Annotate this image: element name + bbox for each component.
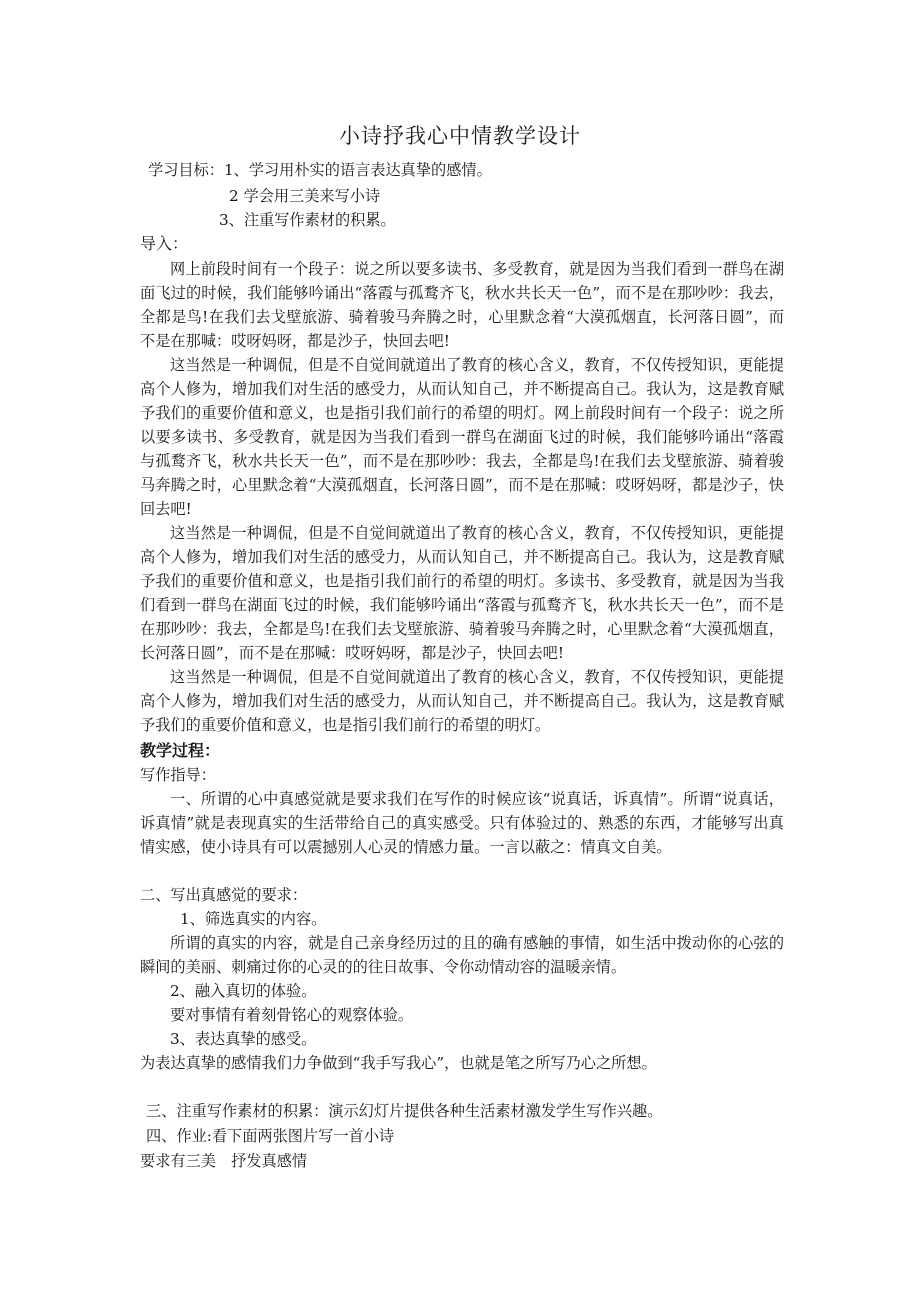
document-title: 小诗抒我心中情教学设计: [339, 124, 581, 148]
process-paragraph-1: 一、所谓的心中真感觉就是要求我们在写作的时候应该“说真话，诉真情”。所谓“说真话，诉真情”就是表现真实的生活带给自己的真实感受。只有体验过的、熟悉的东西，才能够写出真情实感，使小诗具有可以震撼别人心灵的情感力量。一言以蔽之：情真文自美。: [140, 790, 784, 856]
requirement-3-text: 为表达真挚的感情我们力争做到“我手写我心”，也就是笔之所写乃心之所想。: [140, 1054, 657, 1072]
goals-line-3: 3、注重写作素材的积累。: [219, 211, 396, 229]
process-heading: 教学过程：: [140, 741, 221, 760]
goals-line-1: 学习目标：1、学习用朴实的语言表达真挚的感情。: [148, 161, 492, 179]
requirement-2-text: 要对事情有着刻骨铭心的观察体验。: [170, 1006, 413, 1024]
homework-requirement: 要求有三美 抒发真感情: [140, 1152, 308, 1170]
goals-line-2: 2 学会用三美来写小诗: [229, 187, 381, 205]
requirement-2: 2、融入真切的体验。: [170, 982, 317, 1000]
intro-heading: 导入：: [140, 234, 189, 253]
intro-paragraph-1: 网上前段时间有一个段子：说之所以要多读书、多受教育，就是因为当我们看到一群鸟在湖面飞过的时候，我们能够吟诵出“落霞与孤鹜齐飞，秋水共长天一色”，而不是在那吵吵：我去，全都是鸟!在我们去戈壁旅游、骑着骏马奔腾之时，心里默念着“大漠孤烟直，长河落日圆”，而不是在那喊：哎呀妈呀，都是沙子，快回去吧!: [140, 260, 784, 350]
intro-paragraph-3: 这当然是一种调侃，但是不自觉间就道出了教育的核心含义，教育，不仅传授知识，更能提高个人修为，增加我们对生活的感受力，从而认知自己，并不断提高自己。我认为，这是教育赋予我们的重要价值和意义，也是指引我们前行的希望的明灯。多读书、多受教育，就是因为当我们看到一群鸟在湖面飞过的时候，我们能够吟诵出“落霞与孤鹜齐飞，秋水共长天一色”，而不是在那吵吵：我去，全都是鸟!在我们去戈壁旅游、骑着骏马奔腾之时，心里默念着“大漠孤烟直，长河落日圆”，而不是在那喊：哎呀妈呀，都是沙子，快回去吧!: [140, 524, 784, 662]
requirement-1-text: 所谓的真实的内容，就是自己亲身经历过的且的确有感触的事情，如生活中拨动你的心弦的瞬间的美丽、刺痛过你的心灵的的往日故事、令你动情动容的温暖亲情。: [140, 934, 784, 976]
requirement-3: 3、表达真挚的感受。: [170, 1030, 317, 1048]
intro-paragraph-4: 这当然是一种调侃，但是不自觉间就道出了教育的核心含义，教育，不仅传授知识，更能提高个人修为，增加我们对生活的感受力，从而认知自己，并不断提高自己。我认为，这是教育赋予我们的重要价值和意义，也是指引我们前行的希望的明灯。: [140, 668, 784, 734]
section-2-heading: 二、写出真感觉的要求：: [140, 886, 308, 904]
writing-guide-label: 写作指导：: [140, 766, 216, 784]
section-4-homework: 四、作业:看下面两张图片写一首小诗: [146, 1127, 395, 1145]
section-3: 三、注重写作素材的积累：演示幻灯片提供各种生活素材激发学生写作兴趣。: [146, 1102, 663, 1120]
intro-paragraph-2: 这当然是一种调侃，但是不自觉间就道出了教育的核心含义，教育，不仅传授知识，更能提高个人修为，增加我们对生活的感受力，从而认知自己，并不断提高自己。我认为，这是教育赋予我们的重要价值和意义，也是指引我们前行的希望的明灯。网上前段时间有一个段子：说之所以要多读书、多受教育，就是因为当我们看到一群鸟在湖面飞过的时候，我们能够吟诵出“落霞与孤鹜齐飞，秋水共长天一色”，而不是在那吵吵：我去，全都是鸟!在我们去戈壁旅游、骑着骏马奔腾之时，心里默念着“大漠孤烟直，长河落日圆”，而不是在那喊：哎呀妈呀，都是沙子，快回去吧!: [140, 356, 784, 518]
requirement-1: 1、筛选真实的内容。: [180, 910, 327, 928]
